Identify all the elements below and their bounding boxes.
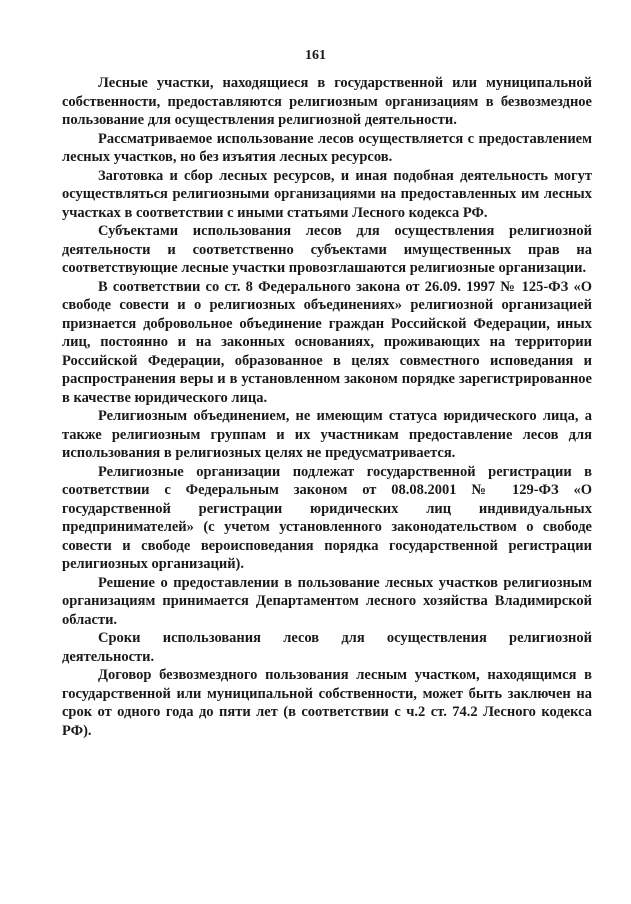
- paragraph: Лесные участки, находящиеся в государственной или муниципальной собственности, предоставляются религиозным организациям в безвозмездное пользование для осуществления религиозной деятельности.: [62, 75, 592, 128]
- paragraph: Заготовка и сбор лесных ресурсов, и иная подобная деятельность могут осуществляться религиозными организациями на предоставленных им лесных участках в соответствии с иными статьями Лесного кодекса РФ.: [62, 167, 592, 221]
- paragraph: Религиозным объединением, не имеющим статуса юридического лица, а также религиозным группам и их участникам предоставление лесов для использования в религиозных целях не предусматривается.: [62, 408, 592, 461]
- paragraph: Субъектами использования лесов для осуществления религиозной деятельности и соответственно субъектами имущественных прав на соответствующие лесные участки провозглашаются религиозные организации.: [62, 223, 592, 276]
- paragraph: Решение о предоставлении в пользование лесных участков религиозным организациям принимается Департаментом лесного хозяйства Владимирской области.: [62, 574, 592, 628]
- paragraph: Религиозные организации подлежат государственной регистрации в соответствии с Федеральным законом от 08.08.2001 № 129-ФЗ «О государственной регистрации юридических лиц индивидуальных предпринимателей» (с учетом установленного законодательством о свободе совести и свободе вероисповедания порядка государственной регистрации религиозных организаций).: [62, 463, 592, 572]
- paragraph: Сроки использования лесов для осуществления религиозной деятельности.: [62, 630, 592, 665]
- paragraph: В соответствии со ст. 8 Федерального закона от 26.09. 1997 № 125-ФЗ «О свободе совести и о религиозных объединениях» религиозной организацией признается добровольное объединение граждан Российской Федерации, иных лиц, постоянно и на законных основаниях, проживающих на территории Российской Федерации, образованное в целях совместного исповедания и распространения веры и в установленном законом порядке зарегистрированное в качестве юридического лица.: [62, 278, 592, 406]
- page-number: 161: [305, 48, 326, 63]
- paragraph: Рассматриваемое использование лесов осуществляется с предоставлением лесных участков, но без изъятия лесных ресурсов.: [62, 130, 592, 165]
- paragraph: Договор безвозмездного пользования лесным участком, находящимся в государственной или муниципальной собственности, может быть заключен на срок от одного года до пяти лет (в соответствии с ч.2 ст. 74.2 Лесного кодекса РФ).: [62, 667, 592, 739]
- document-body: [62, 74, 592, 740]
